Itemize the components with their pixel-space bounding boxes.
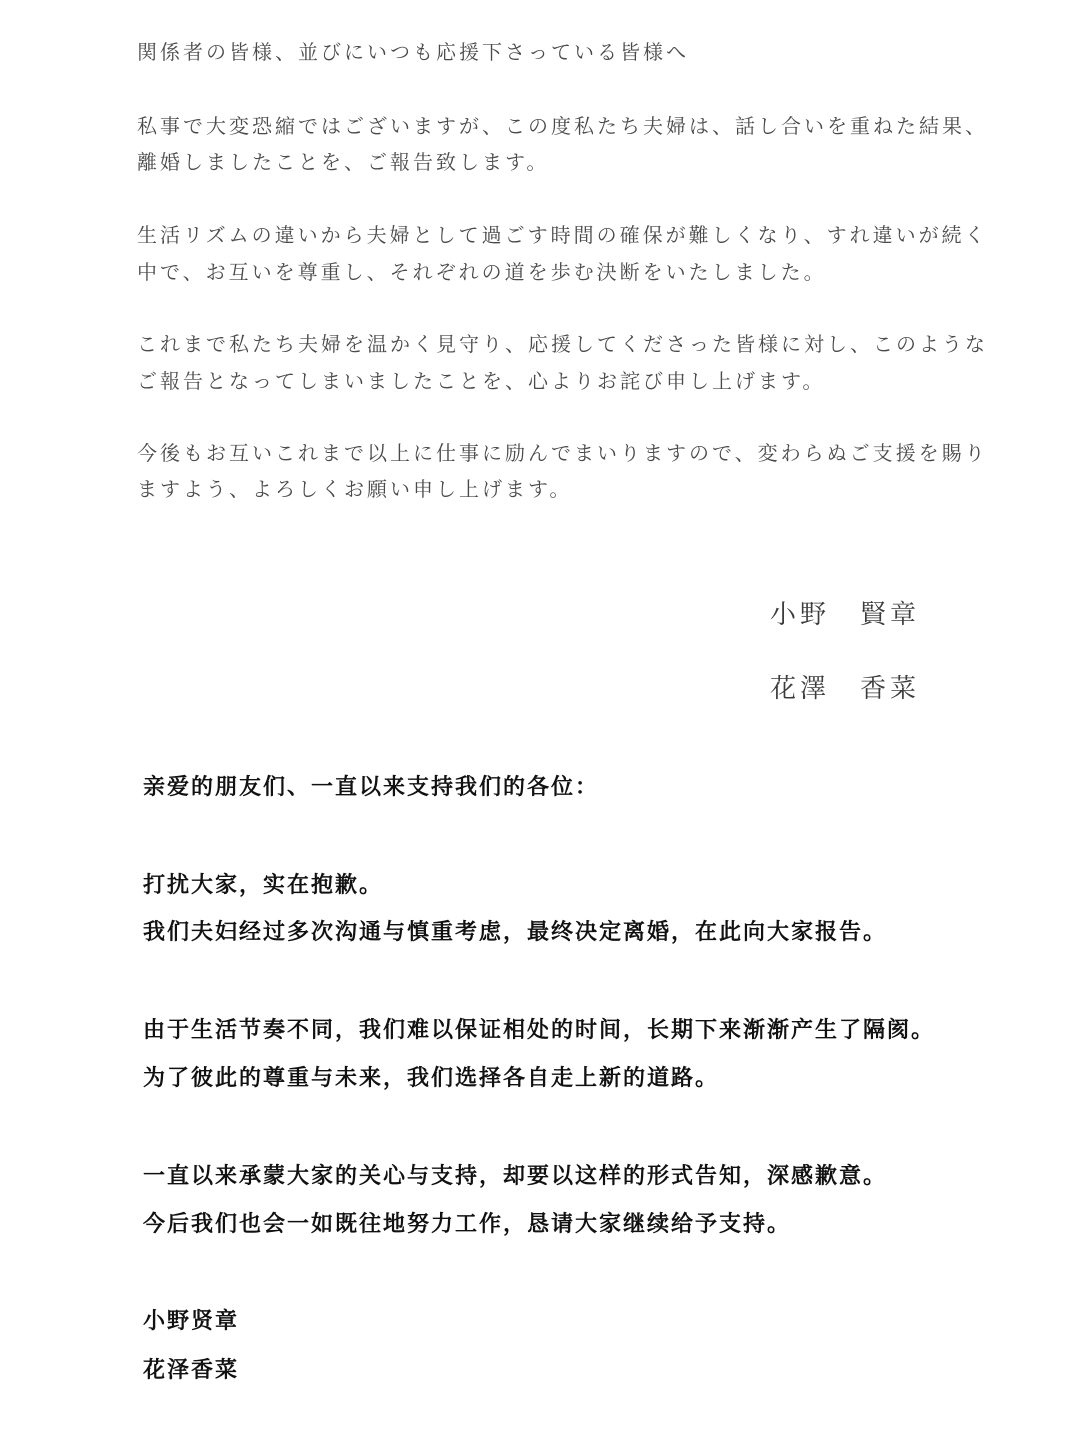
- cn-signature-1: 小野贤章: [143, 1309, 240, 1334]
- cn-signature-2: 花泽香菜: [143, 1358, 240, 1383]
- cn-paragraph-1-line-2: 我们夫妇经过多次沟通与慎重考虑，最终决定离婚，在此向大家报告。: [143, 920, 888, 945]
- jp-paragraph-3-line-1: これまで私たち夫婦を温かく見守り、応援してくださった皆様に対し、このような: [137, 332, 988, 356]
- cn-salutation: 亲爱的朋友们、一直以来支持我们的各位：: [143, 775, 600, 800]
- jp-signature-1: 小野 賢章: [770, 600, 921, 630]
- jp-signature-2: 花澤 香菜: [770, 674, 921, 704]
- jp-paragraph-4-line-1: 今後もお互いこれまで以上に仕事に励んでまいりますので、変わらぬご支援を賜り: [137, 441, 988, 465]
- jp-paragraph-1-line-2: 離婚しましたことを、ご報告致します。: [137, 150, 550, 174]
- jp-paragraph-4-line-2: ますよう、よろしくお願い申し上げます。: [137, 477, 573, 501]
- jp-paragraph-2-line-2: 中で、お互いを尊重し、それぞれの道を歩む決断をいたしました。: [137, 260, 827, 284]
- cn-paragraph-3-line-2: 今后我们也会一如既往地努力工作，恳请大家继续给予支持。: [143, 1212, 792, 1237]
- jp-paragraph-2-line-1: 生活リズムの違いから夫婦として過ごす時間の確保が難しくなり、すれ違いが続く: [137, 223, 988, 247]
- jp-paragraph-3-line-2: ご報告となってしまいましたことを、心よりお詫び申し上げます。: [137, 369, 826, 393]
- cn-paragraph-2-line-1: 由于生活节奏不同，我们难以保证相处的时间，长期下来渐渐产生了隔阂。: [143, 1018, 936, 1043]
- jp-salutation: 関係者の皆様、並びにいつも応援下さっている皆様へ: [137, 40, 689, 64]
- cn-paragraph-3-line-1: 一直以来承蒙大家的关心与支持，却要以这样的形式告知，深感歉意。: [143, 1164, 888, 1189]
- jp-paragraph-1-line-1: 私事で大変恐縮ではございますが、この度私たち夫婦は、話し合いを重ねた結果、: [137, 114, 988, 138]
- cn-paragraph-1-line-1: 打扰大家，实在抱歉。: [143, 873, 384, 898]
- cn-paragraph-2-line-2: 为了彼此的尊重与未来，我们选择各自走上新的道路。: [143, 1066, 720, 1091]
